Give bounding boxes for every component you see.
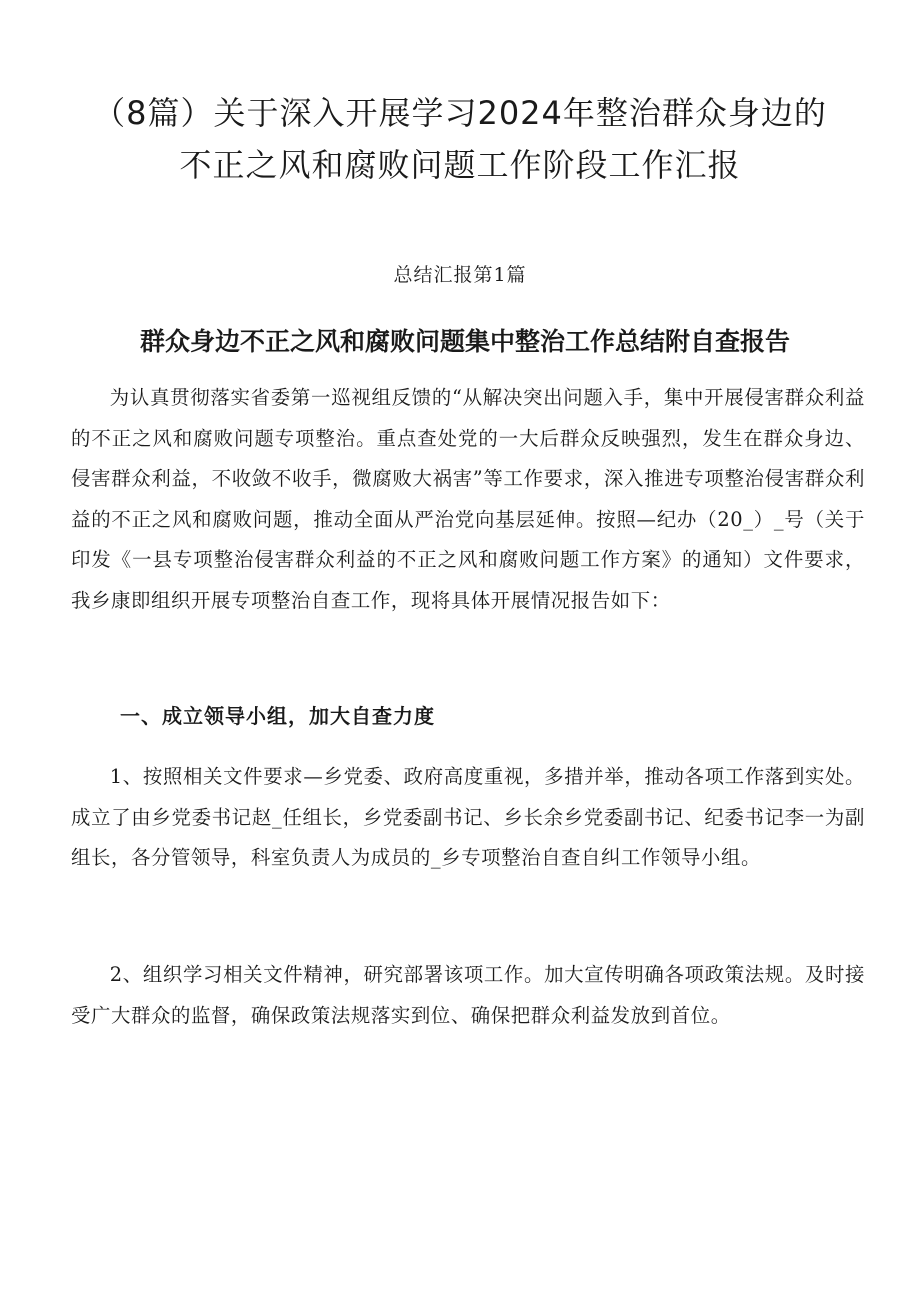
section-heading-1: 一、成立领导小组，加大自查力度 [120,704,435,728]
item-paragraph-1: 1、按照相关文件要求—乡党委、政府高度重视，多措并举，推动各项工作落到实处。成立了由乡党委书记赵_任组长，乡党委副书记、乡长余乡党委副书记、纪委书记李一为副组长，各分管领导，科室负责人为成员的_乡专项整治自查自纠工作领导小组。 [71,765,865,869]
section-label: 总结汇报第1篇 [393,264,527,286]
document-title-line-2: 不正之风和腐败问题工作阶段工作汇报 [179,146,741,184]
document-title-line-1: （8篇）关于深入开展学习2024年整治群众身边的 [93,94,827,132]
intro-paragraph: 为认真贯彻落实省委第一巡视组反馈的“从解决突出问题入手，集中开展侵害群众利益的不正之风和腐败问题专项整治。重点查处党的一大后群众反映强烈，发生在群众身边、侵害群众利益，不收敛不收手，微腐败大祸害”等工作要求，深入推进专项整治侵害群众利益的不正之风和腐败问题，推动全面从严治党向基层延伸。按照—纪办（20_）_号（关于印发《一县专项整治侵害群众利益的不正之风和腐败问题工作方案》的通知）文件要求，我乡康即组织开展专项整治自查工作，现将具体开展情况报告如下： [71,386,865,612]
item-paragraph-2: 2、组织学习相关文件精神，研究部署该项工作。加大宣传明确各项政策法规。及时接受广大群众的监督，确保政策法规落实到位、确保把群众利益发放到首位。 [71,963,865,1027]
report-title: 群众身边不正之风和腐败问题集中整治工作总结附自查报告 [140,327,791,356]
